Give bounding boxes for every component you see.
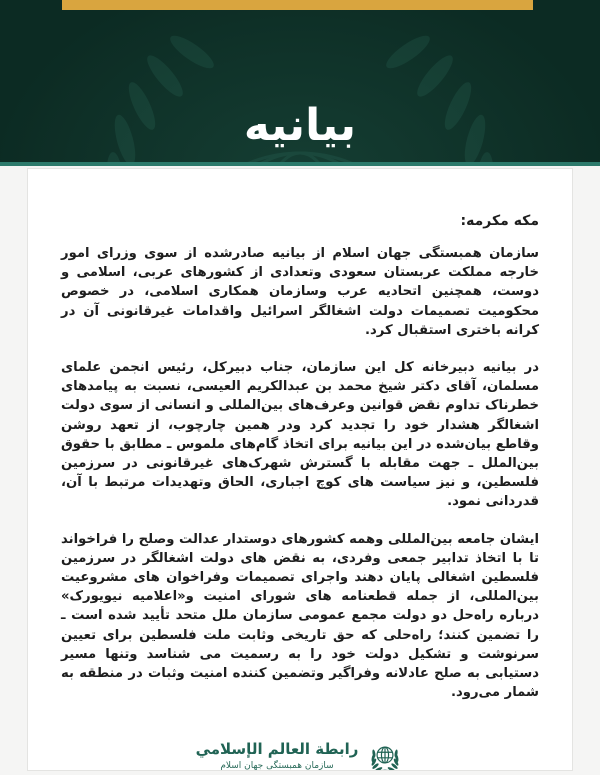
statement-paragraph-3: ایشان جامعه بین‌المللی وهمه کشورهای دوستدار عدالت وصلح را فراخواند تا با اتخاذ تدابیر جمعی وفردی، به نقض های دولت اشغالگر در سرزمین فلسطین اشغالی پایان دهند واجرای تصمیمات وفراخوان های مشروعیت بین‌المللی، از جمله قطعنامه های شورای امنیت و«اعلامیه نیویورک» درباره راه‌حل دو دولت مجمع عمومی سازمان ملل متحد تأیید شده است ـ را تضمین کنند؛ راه‌حلی که حق تاریخی وثابت ملت فلسطین برای تعیین سرنوشت و تشکیل دولت خود را به رسمیت می شناسد وتنها مسیر دستیابی به صلح عادلانه وفراگیر وتضمین کننده امنیت وثبات در منطقه به شمار می‌رود. bbox=[61, 531, 539, 701]
header-banner bbox=[0, 0, 600, 166]
logo-subtitle: سازمان همبستگی جهان اسلام bbox=[220, 761, 334, 771]
organization-logo bbox=[61, 740, 539, 771]
logo-arabic-title: رابطة العالم الإسلامي bbox=[195, 740, 359, 759]
page-title: بیانیه bbox=[243, 99, 357, 151]
wreath-globe-icon bbox=[366, 740, 404, 771]
greeting-line: مکه مکرمه: bbox=[460, 213, 539, 229]
statement-paragraph-2: در بیانیه دبیرخانه کل این سازمان، جناب دبیرکل، رئیس انجمن علمای مسلمان، آقای دکتر شیخ محمد بن عبدالکریم العیسی، نسبت به پیامدهای خطرناک تداوم نقض قوانین وعرف‌های بین‌المللی و انسانی از سوی دولت اشغالگر هشدار خود را تجدید کرد ودر همین چارچوب، از تعهد روشن وقاطع بیان‌شده در این بیانیه برای اتخاذ گام‌های ملموس ـ مطابق با حقوق بین‌الملل ـ جهت مقابله با گسترش شهرک‌های غیرقانونی در سرزمین فلسطین، و نیز سیاست های کوچ اجباری، الحاق وتهدیدات مرتبط با آن، قدردانی نمود. bbox=[61, 360, 539, 510]
statement-paragraph-1: سازمان همبستگی جهان اسلام از بیانیه صادرشده از سوی وزرای امور خارجه مملکت عربستان سعودی وتعدادی از کشورهای عربی، اسلامی و دوست، همچنین اتحادیه عرب وسازمان همکاری اسلامی، در خصوص محکومیت تصمیمات دولت اشغالگر اسرائیل واقدامات غیرقانونی آن در کرانه باختری استقبال کرد. bbox=[61, 246, 539, 338]
logo-text-block bbox=[196, 740, 359, 771]
statement-card bbox=[27, 168, 573, 771]
gold-accent-bar bbox=[62, 0, 533, 10]
